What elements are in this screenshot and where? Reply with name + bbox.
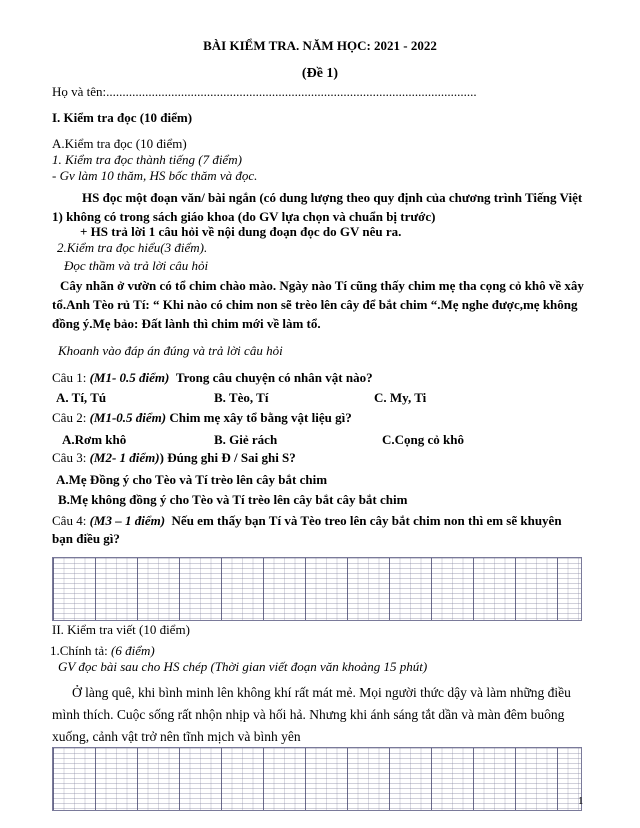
question-label: Câu 2: [52,410,90,425]
q1-option-c: C. My, Ti [374,390,427,405]
question-text: ) Đúng ghi Đ / Sai ghi S? [159,450,296,465]
page-number: 1 [578,795,584,807]
question-2 [52,410,352,426]
answer-writing-grid[interactable] [52,557,582,621]
dictation-passage: Ở làng quê, khi bình minh lên không khí rất mát mẻ. Mọi người thức dậy và làm những điều mình thích. Cuộc sống rất nhộn nhịp và hối hả. Nhưng khi ánh sáng tắt dần và màn đêm buông xuống, cảnh vật trở nên tĩnh mịch và bình yên [52,685,571,744]
q2-option-b: B. Giẻ rách [214,432,278,447]
document-subtitle: (Đề 1) [301,66,339,81]
reading-passage: Cây nhãn ở vườn có tổ chim chào mào. Ngày nào Tí cũng thấy chim mẹ tha cọng cỏ khô về xây tổ.Anh Tèo rủ Tí: “ Khi nào có chim non sẽ trèo lên cây để bắt chim “.Mẹ nghe được,mẹ không đồng ý.Mẹ bảo: Đất lành thì chim mới về làm tổ. [52,278,584,331]
q3-statement-b: B.Mẹ không đồng ý cho Tèo và Tí trèo lên cây bắt cây bắt chim [58,492,408,507]
part2-heading: II. Kiểm tra viết (10 điểm) [52,622,190,637]
question-label: Câu 1: [52,370,90,385]
dictation-note: GV đọc bài sau cho HS chép (Thời gian viết đoạn văn khoảng 15 phút) [58,659,428,674]
part1-heading: I. Kiểm tra đọc (10 điểm) [52,110,193,125]
section-1-note: - Gv làm 10 thăm, HS bốc thăm và đọc. [52,168,258,183]
q2-option-a: A.Rơm khô [62,432,127,447]
question-4 [52,512,582,548]
question-1 [52,370,373,386]
question-3 [52,450,296,466]
q1-option-b: B. Tèo, Tí [214,390,269,405]
question-text: Trong câu chuyện có nhân vật nào? [175,370,373,385]
question-score: (M1-0.5 điểm) [89,410,167,425]
section-2-note: Đọc thầm và trả lời câu hỏi [64,258,209,273]
name-line: Họ và tên:.................................................................................................................. [52,84,477,99]
question-label: Câu 3: [52,450,90,465]
section-2-title: 2.Kiểm tra đọc hiểu(3 điểm). [57,240,208,255]
section-a-heading: A.Kiểm tra đọc (10 điểm) [52,136,187,151]
instruction: Khoanh vào đáp án đúng và trả lời câu hỏi [58,343,283,358]
dictation-title-label: 1.Chính tả: [50,643,112,658]
question-score: (M1- 0.5 điểm) [89,370,170,385]
question-text: Nếu em thấy bạn Tí và Tèo treo lên cây bắt chim non thì em sẽ khuyên bạn điều gì? [52,513,562,546]
question-label: Câu 4: [52,513,90,528]
q1-option-a: A. Tí, Tú [56,390,107,405]
dictation-title [50,643,155,659]
section-1-paragraph: HS đọc một đoạn văn/ bài ngắn (có dung lượng theo quy định của chương trình Tiếng Việt 1) không có trong sách giáo khoa (do GV lựa chọn và chuẩn bị trước) [52,190,583,224]
document-title: BÀI KIỂM TRA. NĂM HỌC: 2021 - 2022 [203,38,437,53]
dictation-writing-grid[interactable] [52,747,582,811]
section-1-paragraph-2: + HS trả lời 1 câu hỏi về nội dung đoạn đọc do GV nêu ra. [80,224,402,239]
q2-option-c: C.Cọng cỏ khô [382,432,464,447]
dictation-score: (6 điểm) [111,643,155,658]
section-1-title: 1. Kiểm tra đọc thành tiếng (7 điểm) [52,152,242,167]
question-score: (M2- 1 điểm) [89,450,160,465]
question-text: Chim mẹ xây tổ bằng vật liệu gì? [169,410,352,425]
q3-statement-a: A.Mẹ Đồng ý cho Tèo và Tí trèo lên cây bắt chim [56,472,328,487]
question-score: (M3 – 1 điểm) [89,513,166,528]
